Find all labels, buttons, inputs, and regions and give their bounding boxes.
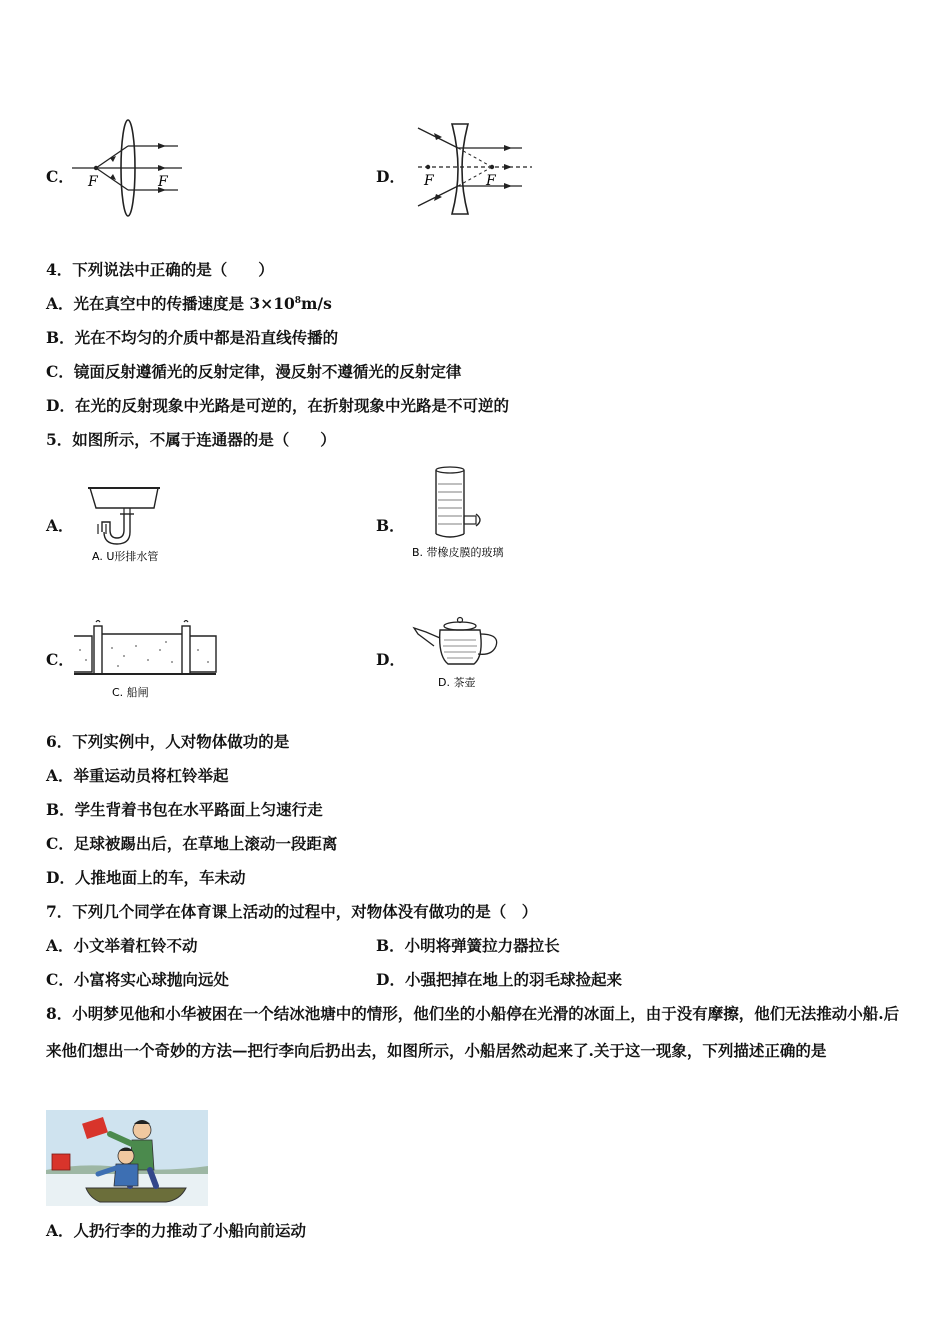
- q7-option-c: C．小富将实心球抛向远处: [46, 970, 229, 989]
- q4-option-c: C．镜面反射遵循光的反射定律，漫反射不遵循光的反射定律: [46, 362, 462, 381]
- q7-option-b: B．小明将弹簧拉力器拉长: [376, 936, 560, 955]
- q5-option-c-label: C．: [46, 650, 74, 669]
- q8-stem: 8．小明梦见他和小华被困在一个结冰池塘中的情形，他们坐的小船停在光滑的冰面上，由于没有摩擦，他们无法推动小船.后来他们想出一个奇妙的方法—把行李向后扔出去，如图所示，小船居然动起来了.关于这一现象，下列描述正确的是: [46, 1004, 900, 1060]
- q8-option-a: A．人扔行李的力推动了小船向前运动: [46, 1221, 307, 1240]
- q6-option-a: A．举重运动员将杠铃举起: [46, 766, 229, 785]
- q5-option-a-label: A．: [46, 516, 74, 535]
- q6-option-c: C．足球被踢出后，在草地上滚动一段距离: [46, 834, 338, 853]
- q5-stem: 5．如图所示，不属于连通器的是（ ）: [46, 430, 336, 449]
- caption-a: A. U形排水管: [92, 550, 159, 563]
- focus-label-right: F: [158, 174, 168, 190]
- q7-stem: 7．下列几个同学在体育课上活动的过程中，对物体没有做功的是（ ）: [46, 902, 538, 921]
- q7-option-d: D．小强把掉在地上的羽毛球捡起来: [376, 970, 622, 989]
- q6-option-d: D．人推地面上的车，车未动: [46, 868, 246, 887]
- q6-option-b: B．学生背着书包在水平路面上匀速行走: [46, 800, 323, 819]
- caption-d: D. 茶壶: [438, 676, 476, 689]
- caption-b: B. 带橡皮膜的玻璃: [412, 546, 504, 559]
- q7-option-a: A．小文举着杠铃不动: [46, 936, 198, 955]
- q4-option-a: A．光在真空中的传播速度是 $3\times 10^8m/s$: [46, 294, 332, 313]
- convex-lens-diagram: [72, 118, 184, 218]
- q4-option-d: D．在光的反射现象中光路是可逆的，在折射现象中光路是不可逆的: [46, 396, 509, 415]
- teapot-figure: [410, 612, 510, 696]
- focus-label-left: F: [424, 173, 434, 189]
- concave-lens-diagram: [412, 120, 536, 218]
- focus-label-left: F: [88, 174, 98, 190]
- q5-option-b-label: B．: [376, 516, 405, 535]
- q5-option-d-label: D．: [376, 650, 405, 669]
- q3-option-d-label: D．: [376, 167, 405, 186]
- u-drain-pipe-figure: [84, 474, 180, 578]
- focus-label-right: F: [486, 173, 496, 189]
- q4-stem: 4．下列说法中正确的是（ ）: [46, 260, 274, 279]
- boat-on-ice-illustration: [46, 1110, 208, 1206]
- glass-tube-membrane-figure: [410, 462, 522, 566]
- q3-option-c-label: C．: [46, 167, 74, 186]
- ship-lock-figure: [72, 620, 222, 704]
- q6-stem: 6．下列实例中，人对物体做功的是: [46, 732, 290, 751]
- q4-option-b: B．光在不均匀的介质中都是沿直线传播的: [46, 328, 339, 347]
- caption-c: C. 船闸: [112, 686, 149, 699]
